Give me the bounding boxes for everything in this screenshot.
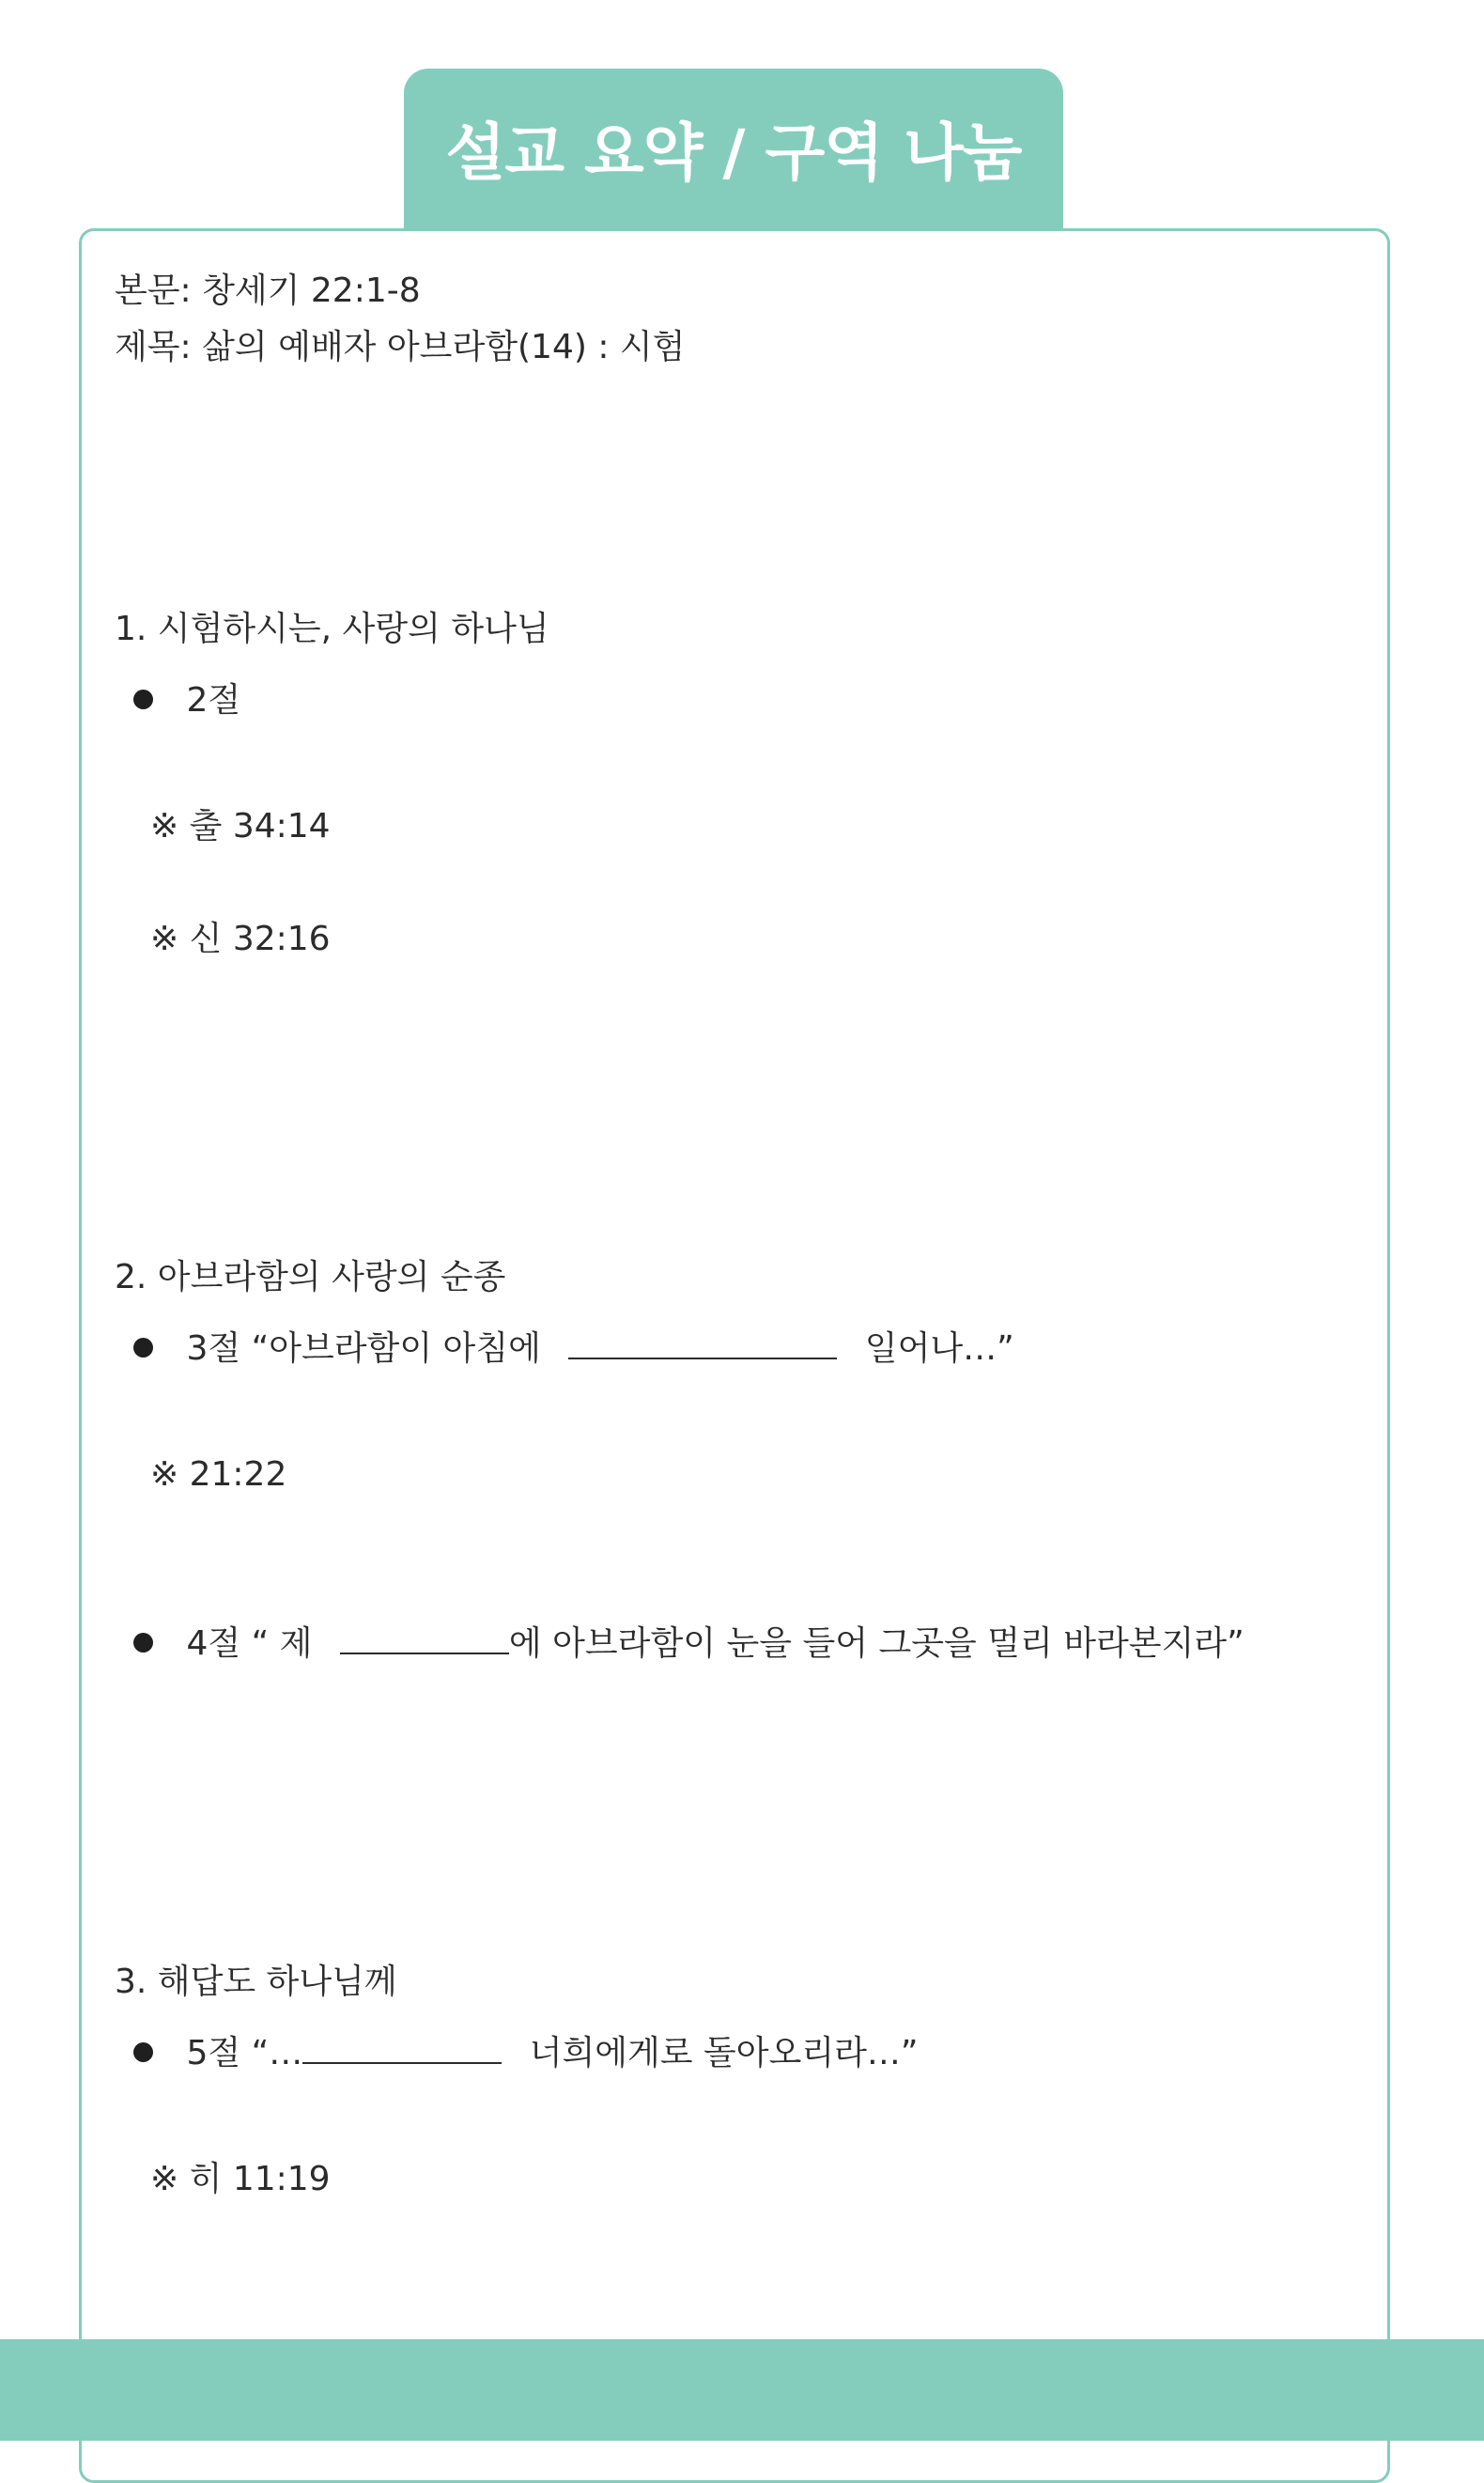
section-3-ref-1: ※ 히 11:19 bbox=[150, 2160, 331, 2198]
section-1-ref-2: ※ 신 32:16 bbox=[150, 920, 331, 958]
bullet-text: 2절 bbox=[186, 681, 241, 720]
bullet-text-before: 4절 “ 제 bbox=[186, 1624, 313, 1663]
section-2-ref-1: ※ 21:22 bbox=[150, 1455, 287, 1494]
title-tab bbox=[404, 69, 1063, 238]
sermon-title-line: 제목: 삶의 예배자 아브라함(14) : 시험 bbox=[115, 328, 686, 366]
section-1-ref-1: ※ 출 34:14 bbox=[150, 807, 331, 846]
section-3-heading: 3. 해답도 하나님께 bbox=[115, 1963, 397, 2001]
fill-in-blank[interactable] bbox=[302, 2034, 502, 2064]
bullet-text-after: 너희에게로 돌아오리라…” bbox=[529, 2034, 919, 2072]
fill-in-blank[interactable] bbox=[568, 1329, 837, 1359]
scripture-text-line: 본문: 창세기 22:1-8 bbox=[115, 272, 421, 310]
bullet-text-after: 일어나…” bbox=[864, 1329, 1014, 1368]
bullet-text-before: 3절 “아브라함이 아침에 bbox=[186, 1329, 541, 1368]
bottom-bar bbox=[0, 2339, 1484, 2441]
section-1-heading: 1. 시험하시는, 사랑의 하나님 bbox=[115, 610, 549, 648]
bullet-text-before: 5절 “… bbox=[186, 2034, 303, 2072]
section-2-bullet-2 bbox=[133, 1623, 1244, 1665]
bullet-text-after: 에 아브라함이 눈을 들어 그곳을 멀리 바라본지라” bbox=[508, 1624, 1244, 1663]
section-1-bullet-1 bbox=[133, 680, 240, 722]
section-3-bullet-1 bbox=[133, 2033, 919, 2074]
section-2-heading: 2. 아브라함의 사랑의 순종 bbox=[115, 1258, 506, 1296]
section-2-bullet-1 bbox=[133, 1328, 1014, 1370]
fill-in-blank[interactable] bbox=[340, 1624, 509, 1654]
page-title: 설교 요약 / 구역 나눔 bbox=[445, 116, 1022, 189]
